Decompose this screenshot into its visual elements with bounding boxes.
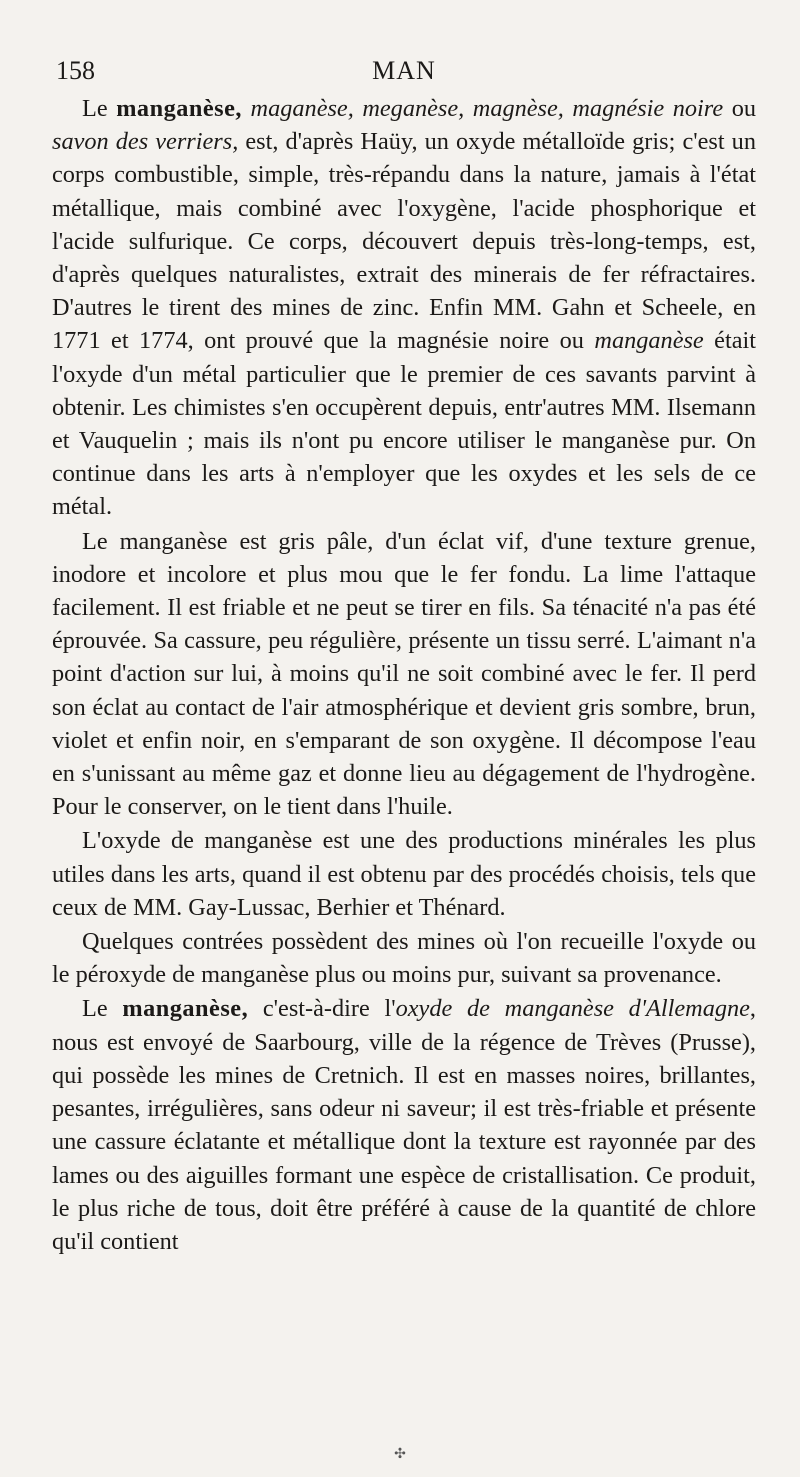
page-number: 158 bbox=[56, 56, 95, 85]
running-head: MAN bbox=[372, 56, 436, 85]
paragraph-4: Quelques contrées possèdent des mines où l'on recueille l'oxyde ou le péroxyde de manganèse plus ou moins pur, suivant sa provenance. bbox=[52, 928, 756, 989]
text-run: Le bbox=[82, 995, 123, 1023]
text-run: est, d'après Haüy, un oxyde métalloïde gris; c'est un corps combustible, simple, très-répandu dans la nature, jamais à l'état métallique, mais combiné avec l'oxygène, l'acide phosphorique et l'acide sulfurique. Ce corps, découvert depuis très-long-temps, est, d'après quelques naturalistes, extrait des minerais de fer réfractaires. D'autres le tirent des mines de zinc. Enfin MM. Gahn et Scheele, en 1771 et 1774, ont prouvé que la magnésie noire ou bbox=[52, 128, 756, 355]
synonyms: maganèse, meganèse, magnèse, magnésie noire bbox=[242, 95, 724, 122]
paragraph-2: Le manganèse est gris pâle, d'un éclat vif, d'une texture grenue, inodore et incolore et plus mou que le fer fondu. La lime l'attaque facilement. Il est friable et ne peut se tirer en fils. Sa ténacité n'a pas été éprouvée. Sa cassure, peu régulière, présente un tissu serré. L'aimant n'a point d'action sur lui, à moins qu'il ne soit combiné avec le fer. Il perd son éclat au contact de l'air atmosphérique et devient gris sombre, brun, violet et enfin noir, en s'emparant de son oxygène. Il décompose l'eau en s'unissant au même gaz et donne lieu au dégagement de l'hydrogène. Pour le conserver, on le tient dans l'huile. bbox=[52, 527, 756, 821]
body-text bbox=[52, 92, 756, 1258]
paragraph-3: L'oxyde de manganèse est une des productions minérales les plus utiles dans les arts, quand il est obtenu par des procédés choisis, tels que ceux de MM. Gay-Lussac, Berhier et Thénard. bbox=[52, 827, 756, 921]
text-run: , nous est envoyé de Saarbourg, ville de la régence de Trèves (Prusse), qui possède les mines de Cretnich. Il est en masses noires, brillantes, pesantes, irrégulières, sans odeur ni saveur; il est très-friable et présente une cassure éclatante et métallique dont la texture est rayonnée par des lames ou des aiguilles formant une espèce de cristallisation. Ce produit, le plus riche de tous, doit être préféré à cause de la quantité de chlore qu'il contient bbox=[52, 995, 756, 1255]
page-header bbox=[52, 52, 756, 92]
text-run: c'est-à-dire l' bbox=[248, 995, 396, 1023]
paragraph-1 bbox=[52, 92, 756, 524]
term-oxyde-allemagne: oxyde de manganèse d'Allemagne bbox=[395, 995, 750, 1023]
headword: manganèse, bbox=[122, 995, 249, 1023]
paragraph-5 bbox=[52, 992, 756, 1258]
term-manganese: manganèse bbox=[594, 327, 704, 355]
printer-mark: ✣ bbox=[394, 1447, 406, 1462]
text-run: Le bbox=[82, 95, 117, 122]
headword: manganèse, bbox=[116, 95, 242, 122]
text-run: était l'oxyde d'un métal particulier que le premier de ces savants parvint à obtenir. Les chimistes s'en occupèrent depuis, entr'autres MM. Ilsemann et Vauquelin ; mais ils n'ont pu encore utiliser le manganèse pur. On continue dans les arts à n'employer que les oxydes et les sels de ce métal. bbox=[52, 327, 756, 521]
synonym-savon: savon des verriers, bbox=[52, 128, 239, 156]
text-run: ou bbox=[723, 95, 756, 122]
